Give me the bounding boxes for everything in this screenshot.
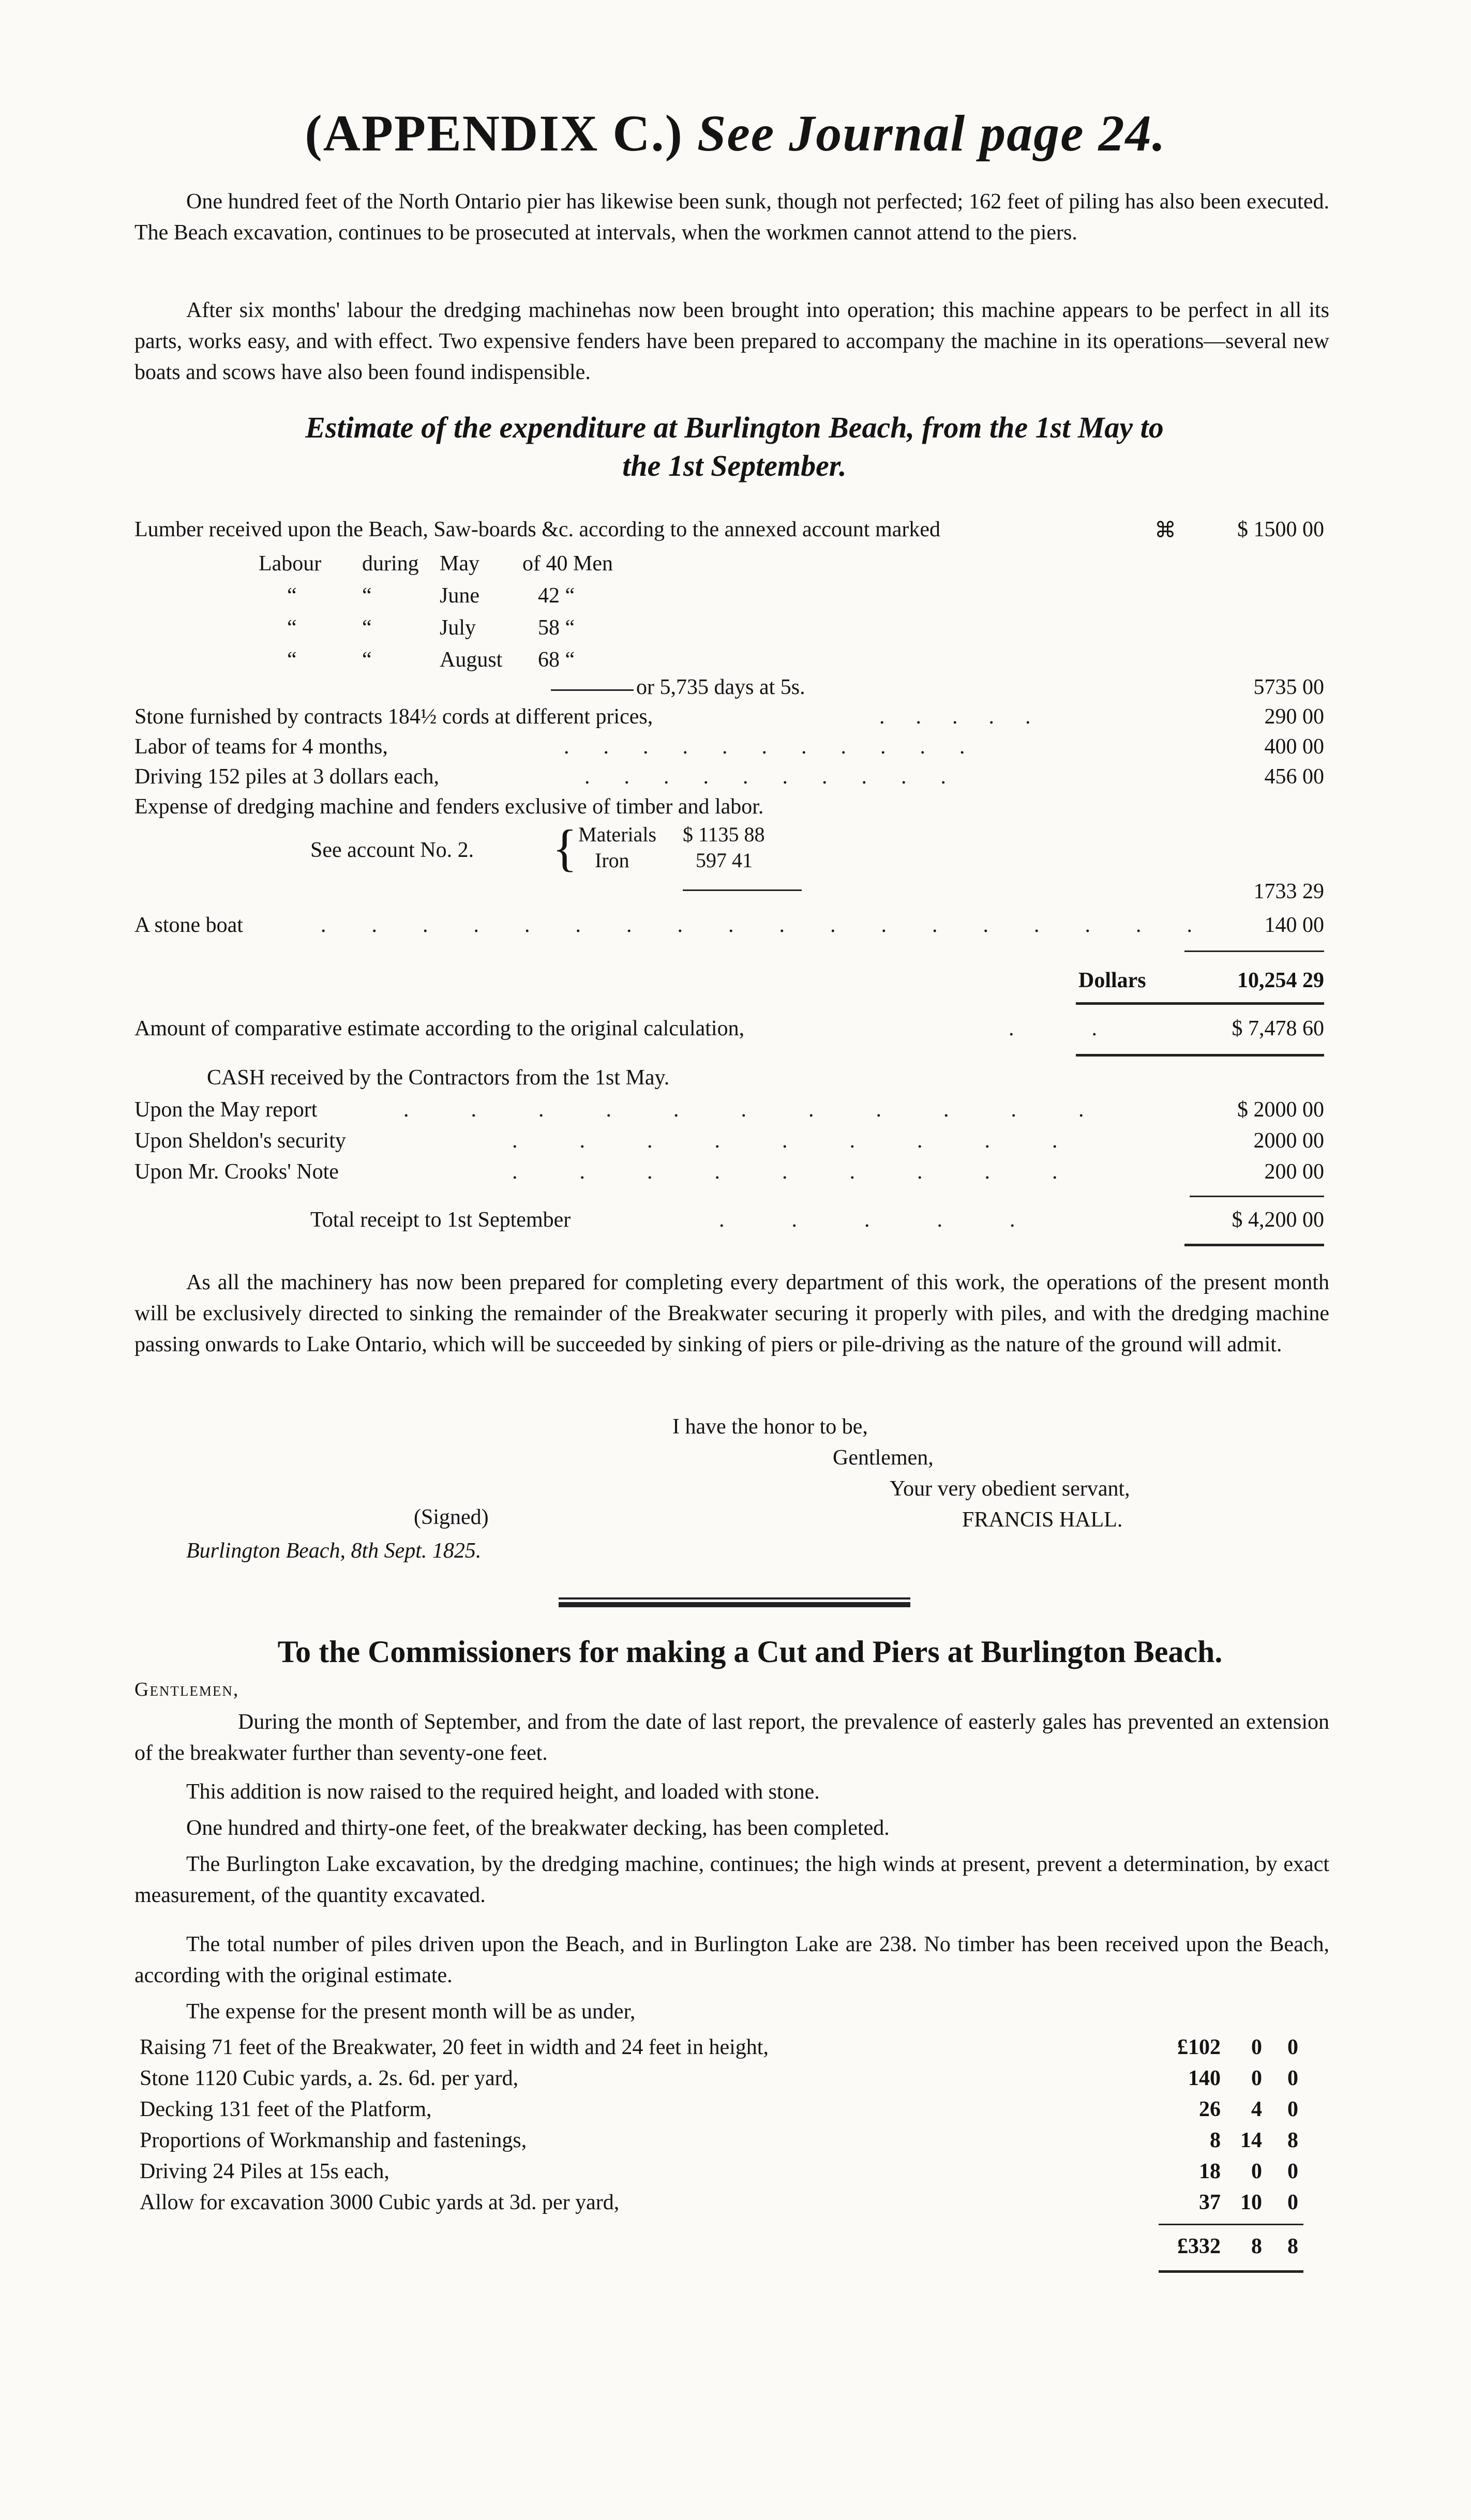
expense-total-rule (1159, 2270, 1303, 2273)
days-amount: 5735 00 (1253, 675, 1324, 699)
cash-amount-sheldon: 2000 00 (1253, 1129, 1324, 1153)
teams-amount: 400 00 (1264, 735, 1324, 759)
commissioners-heading: To the Commissioners for making a Cut and Piers at Burlington Beach. (277, 1635, 1223, 1669)
expense-s-decking: 4 (1251, 2098, 1262, 2121)
expense-s-workmanship: 14 (1240, 2129, 1262, 2152)
stone-row: Stone furnished by contracts 184½ cords at different prices, (134, 705, 653, 729)
days-rule (551, 689, 634, 691)
expense-l-driving: 18 (1199, 2160, 1221, 2183)
expense-total-d: 8 (1287, 2235, 1298, 2258)
boat-row: A stone boat (134, 913, 243, 937)
cash-total-leader: ..... (719, 1208, 1083, 1232)
comparative-amount: $ 7,478 60 (1232, 1017, 1324, 1040)
closing-paragraph: As all the machinery has now been prepared for completing every department of this work, the operations of the present month will be exclusively directed to sinking the remainder of the Breakwater securing it properly with piles, and with the dredging machine passing onwards to Lake Ontario, which will be succeeded by sinking of piers or pile-driving as the nature of the ground will admit. (134, 1271, 1329, 1356)
boat-leader: .................. (321, 913, 1238, 937)
dollars-double-rule (1076, 1002, 1324, 1005)
iron-amount: 597 41 (696, 849, 753, 872)
expense-d-workmanship: 8 (1287, 2129, 1298, 2152)
appendix-title (0, 103, 1471, 163)
september-paragraph-3: One hundred and thirty-one feet, of the breakwater decking, has been completed. (186, 1816, 890, 1840)
cash-leader-3: ......... (512, 1160, 1120, 1184)
dredging-row: Expense of dredging machine and fenders exclusive of timber and labor. (134, 795, 764, 819)
labour-row-august: “ “ August 68 “ (287, 648, 575, 672)
cash-row-sheldon: Upon Sheldon's security (134, 1129, 346, 1153)
september-paragraph-4: The Burlington Lake excavation, by the dredging machine, continues; the high winds at present, prevent a determination, by exact measurement, of the quantity excavated. (134, 1852, 1329, 1907)
driving-amount: 456 00 (1264, 765, 1324, 789)
expense-l-decking: 26 (1199, 2098, 1221, 2121)
see-account: See account No. 2. (310, 838, 474, 862)
expense-l-raising: £102 (1177, 2035, 1221, 2059)
labour-row-june: “ “ June 42 “ (287, 584, 575, 608)
lumber-mark: ⌘ (1154, 519, 1176, 542)
expense-d-raising: 0 (1287, 2035, 1298, 2059)
lumber-row: Lumber received upon the Beach, Saw-boards &c. according to the annexed account marked (134, 518, 941, 541)
expense-l-excavation: 37 (1199, 2191, 1221, 2214)
expense-row-workmanship: Proportions of Workmanship and fastenings, (140, 2129, 527, 2152)
expense-s-raising: 0 (1251, 2035, 1262, 2059)
expense-d-excavation: 0 (1287, 2191, 1298, 2214)
expense-rule (1159, 2224, 1303, 2225)
opening-paragraph-2: After six months' labour the dredging machinehas now been brought into operation; this machine appears to be perfect in all its parts, works easy, and with effect. Two expensive fenders have been prepared to accompany the machine in its operations—several new boats and scows have also been found indispensible. (134, 298, 1329, 384)
expense-row-stone: Stone 1120 Cubic yards, a. 2s. 6d. per yard, (140, 2066, 519, 2090)
expense-row-raising: Raising 71 feet of the Breakwater, 20 feet in width and 24 feet in height, (140, 2035, 769, 2059)
cash-rule (1190, 1196, 1324, 1197)
signatory-name: FRANCIS HALL. (962, 1508, 1123, 1532)
cash-total-rule (1184, 1244, 1324, 1246)
expense-d-decking: 0 (1287, 2098, 1298, 2121)
appendix-label: (APPENDIX C.) (305, 104, 683, 162)
cash-leader-1: ........... (403, 1098, 1146, 1122)
expense-row-driving: Driving 24 Piles at 15s each, (140, 2160, 389, 2183)
estimate-heading: Estimate of the expenditure at Burlington Beach, from the 1st May to the 1st September. (305, 411, 1164, 482)
stone-amount: 290 00 (1264, 705, 1324, 729)
cash-row-may-report: Upon the May report (134, 1098, 318, 1122)
cash-amount-may-report: $ 2000 00 (1237, 1098, 1324, 1122)
materials-amount: $ 1135 88 (683, 823, 765, 846)
signoff-servant: Your very obedient servant, (890, 1477, 1130, 1501)
cash-heading: CASH received by the Contractors from the 1st May. (207, 1066, 670, 1090)
expense-row-decking: Decking 131 feet of the Platform, (140, 2098, 432, 2121)
september-paragraph-1: During the month of September, and from the date of last report, the prevalence of easterly gales has prevented an extension of the breakwater further than seventy-one feet. (134, 1710, 1329, 1765)
september-paragraph-5: The total number of piles driven upon the Beach, and in Burlington Lake are 238. No timber has been received upon the Beach, according with the original estimate. (134, 1933, 1329, 1987)
expense-d-stone: 0 (1287, 2066, 1298, 2090)
comparative-row: Amount of comparative estimate according to the original calculation, (134, 1017, 745, 1040)
labour-row-may: Labour during May of 40 Men (259, 552, 613, 576)
comparative-rule (1076, 1054, 1324, 1057)
september-paragraph-6: The expense for the present month will be as under, (186, 2000, 636, 2024)
dredging-amount: 1733 29 (1253, 880, 1324, 903)
expense-row-excavation: Allow for excavation 3000 Cubic yards at 3d. per yard, (140, 2191, 620, 2214)
days-row: or 5,735 days at 5s. (636, 675, 805, 699)
driving-row: Driving 152 piles at 3 dollars each, (134, 765, 440, 789)
cash-total-label: Total receipt to 1st September (310, 1208, 571, 1232)
gentlemen-salutation: Gentlemen, (134, 1679, 239, 1700)
cash-leader-2: ......... (512, 1129, 1120, 1153)
driving-leader: .......... (584, 765, 980, 789)
expense-l-stone: 140 (1188, 2066, 1221, 2090)
account-brace: { (552, 819, 577, 877)
signoff-honor: I have the honor to be, (672, 1415, 868, 1439)
expense-s-stone: 0 (1251, 2066, 1262, 2090)
teams-row: Labor of teams for 4 months, (134, 735, 388, 759)
cash-row-crooks: Upon Mr. Crooks' Note (134, 1160, 339, 1184)
expense-d-driving: 0 (1287, 2160, 1298, 2183)
iron-label: Iron (595, 849, 629, 872)
comparative-leader: .. (1009, 1017, 1175, 1040)
cash-amount-crooks: 200 00 (1264, 1160, 1324, 1184)
opening-paragraph-1: One hundred feet of the North Ontario pier has likewise been sunk, though not perfected; 162 feet of piling has also been executed. The Beach excavation, continues to be prosecuted at intervals, when the workmen cannot attend to the piers. (134, 190, 1329, 245)
lumber-amount: $ 1500 00 (1237, 518, 1324, 541)
expense-total-s: 8 (1251, 2235, 1262, 2258)
stone-leader: ..... (879, 705, 1062, 729)
expense-l-workmanship: 8 (1210, 2129, 1221, 2152)
cash-total-amount: $ 4,200 00 (1232, 1208, 1324, 1232)
signoff-gentlemen: Gentlemen, (833, 1446, 934, 1470)
signed-label: (Signed) (414, 1505, 489, 1529)
september-paragraph-2: This addition is now raised to the required height, and loaded with stone. (186, 1780, 820, 1804)
materials-label: Materials (578, 823, 657, 846)
dollars-rule (1184, 950, 1324, 952)
dollars-total: 10,254 29 (1237, 969, 1324, 992)
account-rule (683, 889, 802, 891)
dollars-label: Dollars (1078, 969, 1146, 992)
place-and-date: Burlington Beach, 8th Sept. 1825. (186, 1539, 482, 1563)
section-divider (559, 1595, 910, 1611)
expense-s-driving: 0 (1251, 2160, 1262, 2183)
teams-leader: ........... (564, 735, 999, 759)
labour-row-july: “ “ July 58 “ (287, 616, 575, 640)
boat-amount: 140 00 (1264, 913, 1324, 937)
expense-total-l: £332 (1177, 2235, 1221, 2258)
journal-reference: See Journal page 24. (697, 104, 1166, 162)
expense-s-excavation: 10 (1240, 2191, 1262, 2214)
